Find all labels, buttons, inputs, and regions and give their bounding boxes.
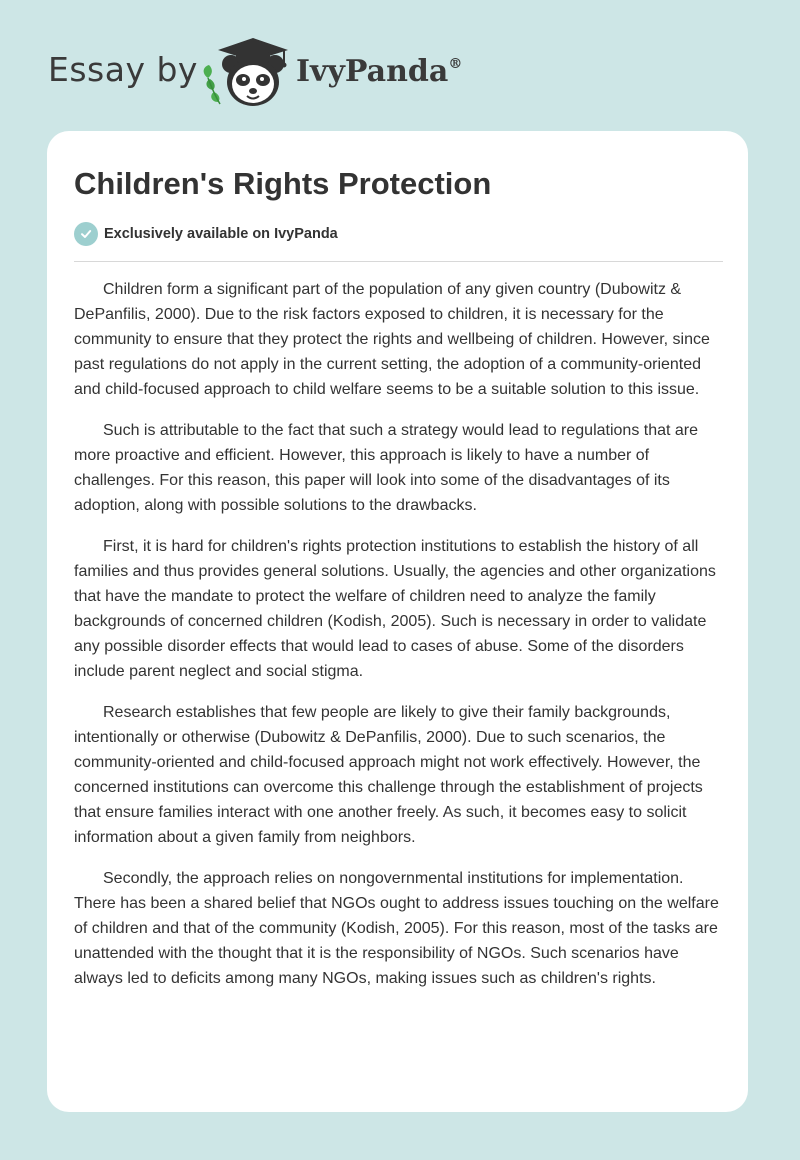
page-title: Children's Rights Protection	[74, 166, 492, 201]
title-divider	[74, 261, 723, 262]
ivy-leaf-icon	[204, 65, 220, 104]
paragraph: Secondly, the approach relies on nongovernmental institutions for implementation. There has been a shared belief that NGOs ought to address issues touching on the welfare of children and that of the community (Kodish, 2005). For this reason, most of the tasks are unattended with the thought that it is the responsibility of NGOs. Such scenarios have always led to deficits among many NGOs, making issues such as children's rights.	[74, 870, 719, 987]
panda-logo-icon[interactable]	[198, 34, 298, 110]
paragraph: Such is attributable to the fact that such a strategy would lead to regulations that are more proactive and efficient. However, this approach is likely to have a number of challenges. For this reason, this paper will look into some of the disadvantages of its adoption, along with possible solutions to the drawbacks.	[74, 422, 699, 514]
paragraph: Research establishes that few people are likely to give their family backgrounds, intentionally or otherwise (Dubowitz & DePanfilis, 2000). Due to such scenarios, the community-oriented and child-focused approach might not work effectively. However, the concerned institutions can overcome this challenge through the establishment of projects that ensure families interact with one another freely. As such, it becomes easy to solicit information about a given family from neighbors.	[74, 704, 703, 846]
essay-body	[74, 277, 729, 1007]
trademark-symbol: ®	[448, 56, 463, 72]
paragraph: First, it is hard for children's rights protection institutions to establish the history of all families and thus provides general solutions. Usually, the agencies and other organizations that have the mandate to protect the welfare of children need to analyze the family backgrounds of concerned children (Kodish, 2005). Such is necessary in order to validate any possible disorder effects that would lead to cases of abuse. Some of the disorders include parent neglect and social stigma.	[74, 538, 716, 680]
brand-name[interactable]	[296, 54, 462, 89]
essay-by-label: Essay by	[48, 50, 198, 89]
exclusive-badge	[74, 222, 338, 246]
exclusive-badge-label: Exclusively available on IvyPanda	[104, 226, 338, 242]
brand-text: IvyPanda	[296, 54, 449, 89]
check-circle-icon	[74, 222, 98, 246]
essay-card	[47, 131, 748, 1112]
paragraph: Children form a significant part of the population of any given country (Dubowitz & DePanfilis, 2000). Due to the risk factors exposed to children, it is necessary for the community to ensure that they protect the rights and wellbeing of children. However, since past regulations do not apply in the current setting, the adoption of a community-oriented and child-focused approach to child welfare seems to be a suitable solution to this issue.	[74, 281, 710, 398]
site-header	[0, 0, 800, 130]
